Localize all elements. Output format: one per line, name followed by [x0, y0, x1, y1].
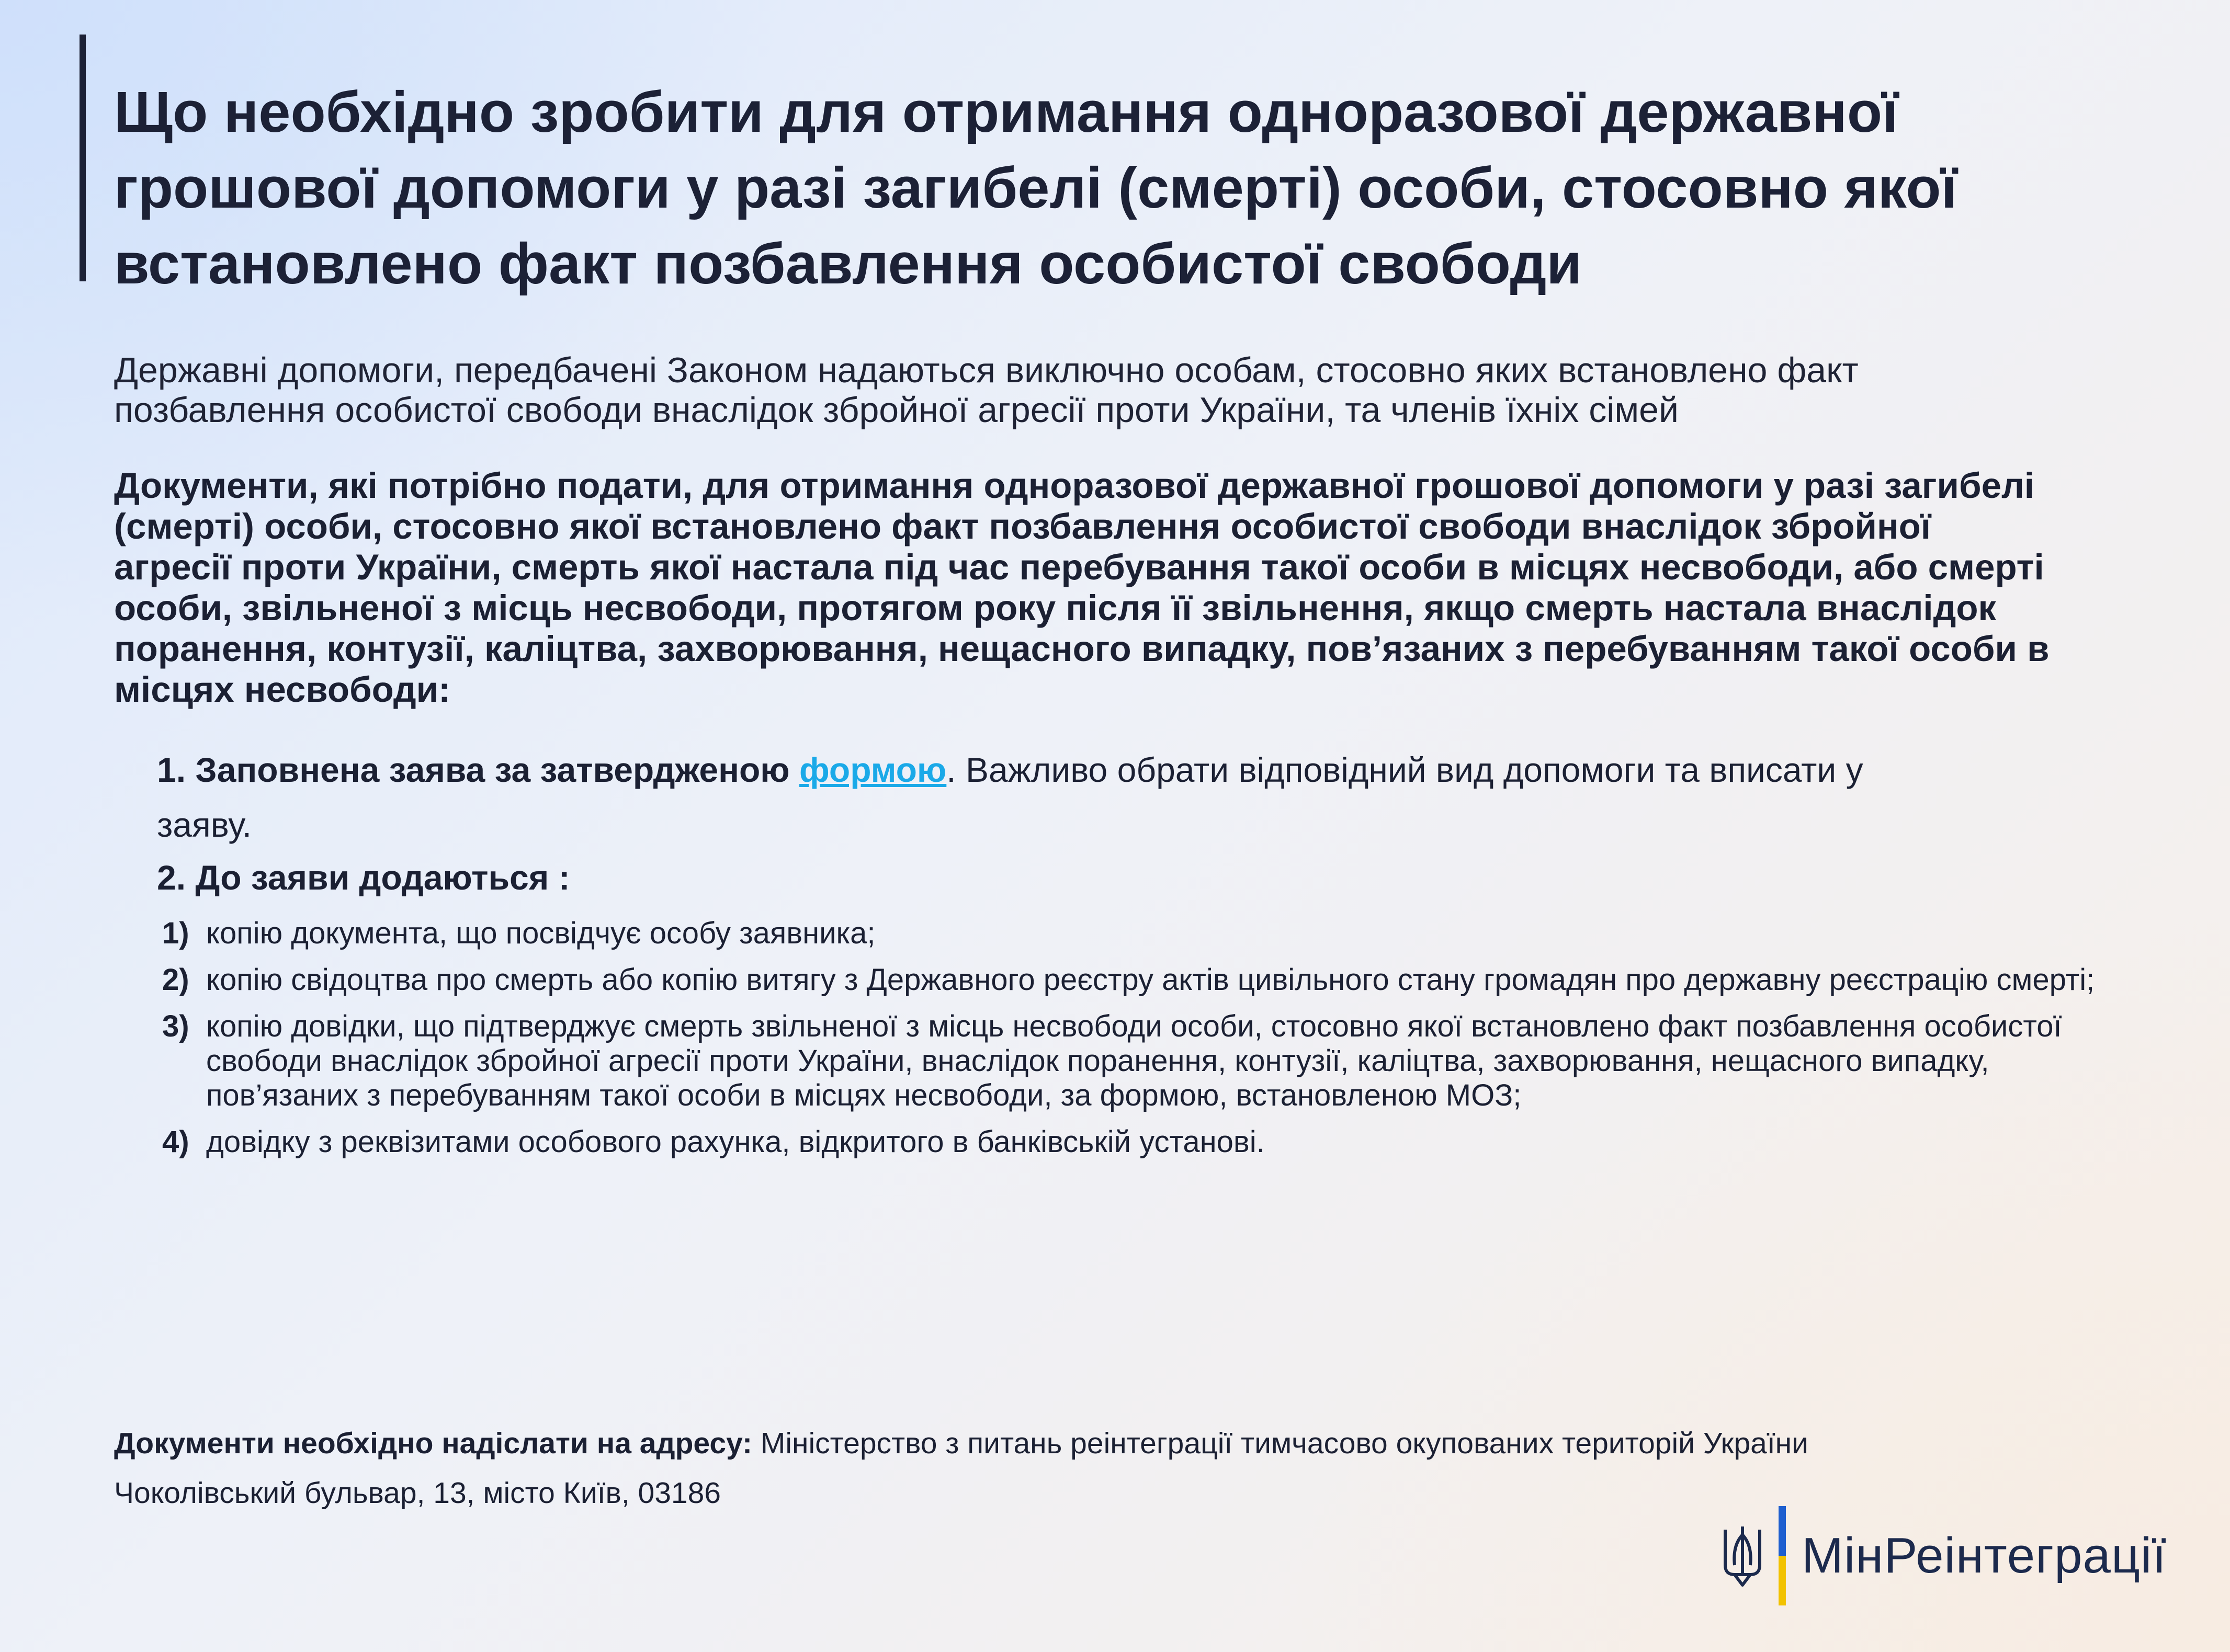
- attachment-number: 2): [162, 963, 189, 997]
- list-item-application: [157, 743, 1935, 852]
- list-item-number: 1.: [157, 750, 186, 789]
- form-link[interactable]: формою: [799, 750, 947, 789]
- list-item-attachments: 2. До заяви додаються :: [157, 858, 570, 897]
- ministry-logo: [1721, 1506, 2167, 1605]
- attachment-number: 3): [162, 1009, 189, 1043]
- attachment-text: копію свідоцтва про смерть або копію витягу з Державного реєстру актів цивільного стану громадян про державну реєстрацію смерті;: [206, 963, 2095, 997]
- footer-address-line: [114, 1422, 2154, 1464]
- footer-address: Чоколівський бульвар, 13, місто Київ, 03186: [114, 1476, 721, 1510]
- intro-paragraph: Державні допомоги, передбачені Законом надаються виключно особам, стосовно яких встановлено факт позбавлення особистої свободи внаслідок збройної агресії проти України, та членів їхніх сімей: [114, 350, 1859, 430]
- attachment-item: [162, 1009, 2098, 1113]
- list-item-rest-text: . Важливо обрати відповідний вид допомоги та вписати у заяву.: [157, 750, 1863, 844]
- attachment-text: довідку з реквізитами особового рахунка, відкритого в банківській установі.: [206, 1125, 1265, 1159]
- attachment-item: [162, 963, 2098, 997]
- flag-divider: [1779, 1506, 1786, 1605]
- footer-recipient: Міністерство з питань реінтеграції тимчасово окупованих територій України: [752, 1427, 1808, 1460]
- attachment-item: [162, 916, 2098, 951]
- attachment-text: копію довідки, що підтверджує смерть звільненої з місць несвободи особи, стосовно якої встановлено факт позбавлення особистої свободи внаслідок збройної агресії проти України, внаслідок поранення, контузії, каліцтва, захворювання, нещасного випадку, пов’язаних з перебуванням такої особи в місцях несвободи, за формою, встановленою МОЗ;: [206, 1009, 2062, 1112]
- page-title: Що необхідно зробити для отримання одноразової державної грошової допомоги у разі загибелі (смерті) особи, стосовно якої встановлено факт позбавлення особистої свободи: [114, 80, 1957, 296]
- title-accent-bar: [80, 35, 86, 281]
- attachments-list: [162, 916, 2098, 1171]
- attachment-text: копію документа, що посвідчує особу заявника;: [206, 916, 876, 950]
- trident-icon: [1721, 1524, 1764, 1587]
- attachment-number: 1): [162, 916, 189, 950]
- logo-text: МінРеінтеграції: [1802, 1528, 2167, 1583]
- attachment-item: [162, 1125, 2098, 1159]
- footer-label: Документи необхідно надіслати на адресу:: [114, 1427, 753, 1460]
- attachment-number: 4): [162, 1125, 189, 1159]
- list-item-bold-text: Заповнена заява за затвердженою: [195, 750, 790, 789]
- documents-heading: Документи, які потрібно подати, для отримання одноразової державної грошової допомоги у разі загибелі (смерті) особи, стосовно якої встановлено факт позбавлення особистої свободи внаслідок збройної агресії проти України, смерть якої настала під час перебування такої особи в місцях несвободи, або смерті особи, звільненої з місць несвободи, протягом року після її звільнення, якщо смерть настала внаслідок поранення, контузії, каліцтва, захворювання, нещасного випадку, пов’язаних з перебуванням такої особи в місцях несвободи:: [114, 465, 2050, 710]
